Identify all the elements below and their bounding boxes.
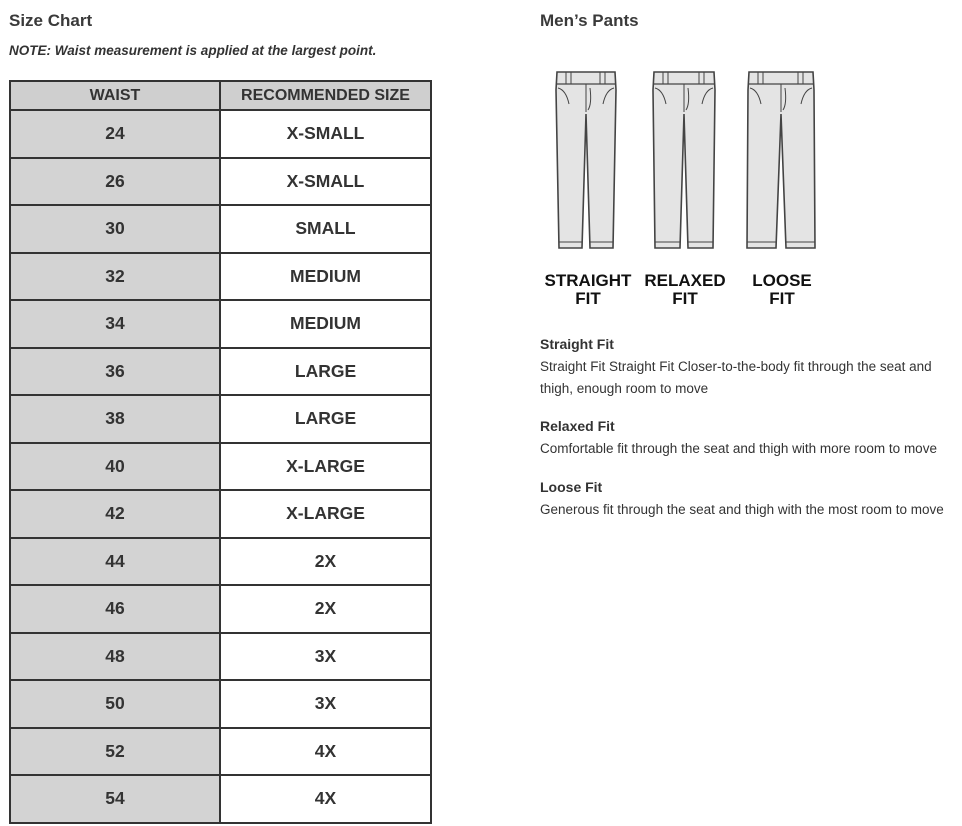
table-header-row xyxy=(10,81,431,110)
relaxed-fit-heading: Relaxed Fit xyxy=(540,418,615,434)
recommended-size-cell: MEDIUM xyxy=(220,253,431,301)
waist-cell: 26 xyxy=(10,158,220,206)
straight-fit-pants-icon xyxy=(554,70,618,254)
table-row xyxy=(10,253,431,301)
recommended-size-cell: X-SMALL xyxy=(220,158,431,206)
mens-pants-title: Men’s Pants xyxy=(540,11,639,30)
straight-fit-label: STRAIGHT FIT xyxy=(544,271,632,308)
relaxed-fit-description xyxy=(540,418,962,460)
recommended-size-cell: 2X xyxy=(220,585,431,633)
recommended-size-cell: X-LARGE xyxy=(220,443,431,491)
table-row xyxy=(10,728,431,776)
waist-cell: 34 xyxy=(10,300,220,348)
waist-cell: 52 xyxy=(10,728,220,776)
recommended-size-cell: 3X xyxy=(220,680,431,728)
straight-fit-description xyxy=(540,336,962,400)
relaxed-fit-text: Comfortable fit through the seat and thigh with more room to move xyxy=(540,441,937,456)
table-row xyxy=(10,205,431,253)
table-row xyxy=(10,775,431,823)
waist-cell: 38 xyxy=(10,395,220,443)
size-chart-title: Size Chart xyxy=(9,11,93,30)
table-row xyxy=(10,490,431,538)
waist-cell: 54 xyxy=(10,775,220,823)
waist-cell: 42 xyxy=(10,490,220,538)
recommended-size-cell: 2X xyxy=(220,538,431,586)
table-row xyxy=(10,443,431,491)
waist-cell: 32 xyxy=(10,253,220,301)
table-row xyxy=(10,158,431,206)
size-chart-table xyxy=(9,80,432,824)
table-row xyxy=(10,110,431,158)
waist-cell: 50 xyxy=(10,680,220,728)
waist-cell: 30 xyxy=(10,205,220,253)
recommended-size-cell: SMALL xyxy=(220,205,431,253)
waist-column-header: WAIST xyxy=(10,81,220,110)
waist-cell: 48 xyxy=(10,633,220,681)
recommended-size-cell: 3X xyxy=(220,633,431,681)
size-chart-body xyxy=(10,110,431,823)
loose-fit-text: Generous fit through the seat and thigh with the most room to move xyxy=(540,502,944,517)
straight-fit-text: Straight Fit Straight Fit Closer-to-the-body fit through the seat and thigh, enough room to move xyxy=(540,359,932,396)
recommended-size-cell: LARGE xyxy=(220,348,431,396)
recommended-size-cell: LARGE xyxy=(220,395,431,443)
table-row xyxy=(10,348,431,396)
loose-fit-description xyxy=(540,479,962,521)
waist-cell: 40 xyxy=(10,443,220,491)
table-row xyxy=(10,300,431,348)
loose-fit-label: LOOSE FIT xyxy=(752,271,812,308)
recommended-size-column-header: RECOMMENDED SIZE xyxy=(220,81,431,110)
recommended-size-cell: MEDIUM xyxy=(220,300,431,348)
waist-note: NOTE: Waist measurement is applied at the largest point. xyxy=(9,43,377,58)
loose-fit-heading: Loose Fit xyxy=(540,479,603,495)
waist-cell: 24 xyxy=(10,110,220,158)
recommended-size-cell: X-LARGE xyxy=(220,490,431,538)
waist-cell: 44 xyxy=(10,538,220,586)
recommended-size-cell: 4X xyxy=(220,728,431,776)
table-row xyxy=(10,395,431,443)
table-row xyxy=(10,680,431,728)
waist-cell: 36 xyxy=(10,348,220,396)
waist-cell: 46 xyxy=(10,585,220,633)
relaxed-fit-pants-icon xyxy=(651,70,717,254)
recommended-size-cell: 4X xyxy=(220,775,431,823)
table-row xyxy=(10,585,431,633)
recommended-size-cell: X-SMALL xyxy=(220,110,431,158)
loose-fit-pants-icon xyxy=(746,70,816,254)
straight-fit-heading: Straight Fit xyxy=(540,336,614,352)
relaxed-fit-label: RELAXED FIT xyxy=(644,271,726,308)
table-row xyxy=(10,538,431,586)
table-row xyxy=(10,633,431,681)
